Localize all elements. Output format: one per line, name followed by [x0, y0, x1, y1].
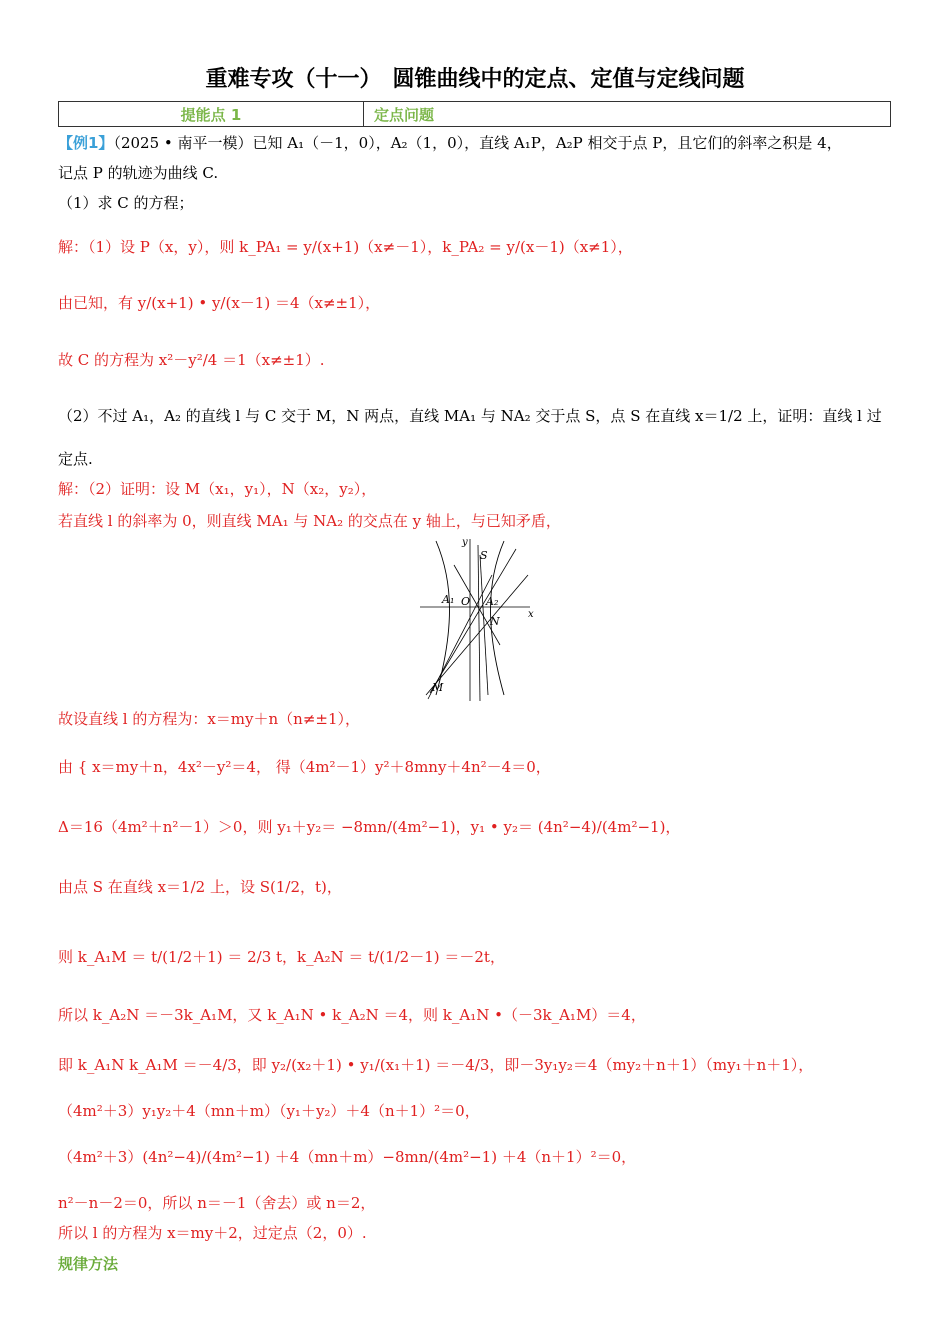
- solution-line-3: 故 C 的方程为 x²－y²/4 ＝1（x≠±1）.: [58, 351, 325, 369]
- fig-label-m: M: [432, 681, 444, 694]
- example-line-1: [58, 132, 842, 153]
- solution-line-9: 由点 S 在直线 x＝1/2 上，设 S(1/2，t)，: [58, 878, 342, 896]
- fig-label-x: x: [528, 609, 534, 620]
- page-title: 重难专攻（十一） 圆锥曲线中的定点、定值与定线问题: [205, 67, 745, 92]
- solution-line-12: 即 k_A₁N k_A₁M ＝－4/3，即 y₂/(x₂＋1) • y₁/(x₁＋1) ＝－4/3，即－3y₁y₂＝4（my₂＋n＋1）（my₁＋n＋1），: [58, 1056, 814, 1074]
- solution-line-6: 故设直线 l 的方程为：x＝my＋n（n≠±1），: [58, 710, 360, 728]
- solution-line-16: 所以 l 的方程为 x＝my＋2，过定点（2，0）.: [58, 1224, 367, 1242]
- method-heading: 规律方法: [58, 1255, 119, 1273]
- solution-line-4: 解：（2）证明：设 M（x₁，y₁），N（x₂，y₂），: [58, 480, 377, 498]
- question-2b: 定点.: [58, 450, 93, 468]
- fig-label-o: O: [461, 595, 471, 608]
- fig-label-a1: A₁: [442, 593, 455, 606]
- question-1: （1）求 C 的方程；: [58, 194, 194, 212]
- example-tag: 【例1】: [58, 134, 114, 152]
- section-header-table: [58, 101, 891, 127]
- solution-line-11: 所以 k_A₂N ＝－3k_A₁M，又 k_A₁N • k_A₂N ＝4，则 k_A₁N •（－3k_A₁M）＝4，: [58, 1006, 646, 1024]
- fig-label-n: N: [490, 615, 500, 628]
- example-line-2: 记点 P 的轨迹为曲线 C.: [58, 164, 219, 182]
- solution-line-2: 由已知，有 y/(x+1) • y/(x－1) ＝4（x≠±1），: [58, 294, 381, 312]
- header-left-cell: 提能点 1: [59, 102, 364, 126]
- solution-line-1: 解：（1）设 P（x，y），则 k_PA₁ = y/(x+1)（x≠－1），k_PA₂ = y/(x－1)（x≠1），: [58, 238, 633, 256]
- solution-line-15: n²－n－2＝0，所以 n＝－1（舍去）或 n＝2，: [58, 1194, 376, 1212]
- solution-line-13: （4m²＋3）y₁y₂＋4（mn＋m）（y₁＋y₂）＋4（n＋1）²＝0，: [58, 1102, 480, 1120]
- solution-line-5: 若直线 l 的斜率为 0，则直线 MA₁ 与 NA₂ 的交点在 y 轴上，与已知矛盾，: [58, 512, 561, 530]
- fig-label-a2: A₂: [486, 595, 499, 608]
- hyperbola-figure: [418, 535, 536, 703]
- fig-label-s: S: [480, 549, 488, 562]
- solution-line-14: （4m²＋3）(4n²−4)/(4m²−1) ＋4（mn＋m）−8mn/(4m²−1) ＋4（n＋1）²＝0，: [58, 1148, 637, 1166]
- solution-line-10: 则 k_A₁M ＝ t/(1/2＋1) ＝ 2/3 t，k_A₂N ＝ t/(1/2－1) ＝－2t，: [58, 948, 505, 966]
- question-2a: （2）不过 A₁，A₂ 的直线 l 与 C 交于 M，N 两点，直线 MA₁ 与 NA₂ 交于点 S，点 S 在直线 x＝1/2 上，证明：直线 l 过: [58, 407, 882, 425]
- header-right-cell: 定点问题: [374, 105, 435, 124]
- fig-label-y: y: [462, 537, 468, 548]
- example-text-1: （2025 • 南平一模）已知 A₁（－1，0），A₂（1，0），直线 A₁P，A₂P 相交于点 P，且它们的斜率之积是 4，: [113, 134, 842, 152]
- solution-line-7: 由 { x＝my＋n，4x²－y²＝4， 得（4m²－1）y²＋8mny＋4n²－4＝0，: [58, 758, 551, 776]
- solution-line-8: Δ＝16（4m²＋n²－1）＞0，则 y₁＋y₂＝ −8mn/(4m²−1)，y₁ • y₂＝ (4n²−4)/(4m²−1)，: [58, 818, 681, 836]
